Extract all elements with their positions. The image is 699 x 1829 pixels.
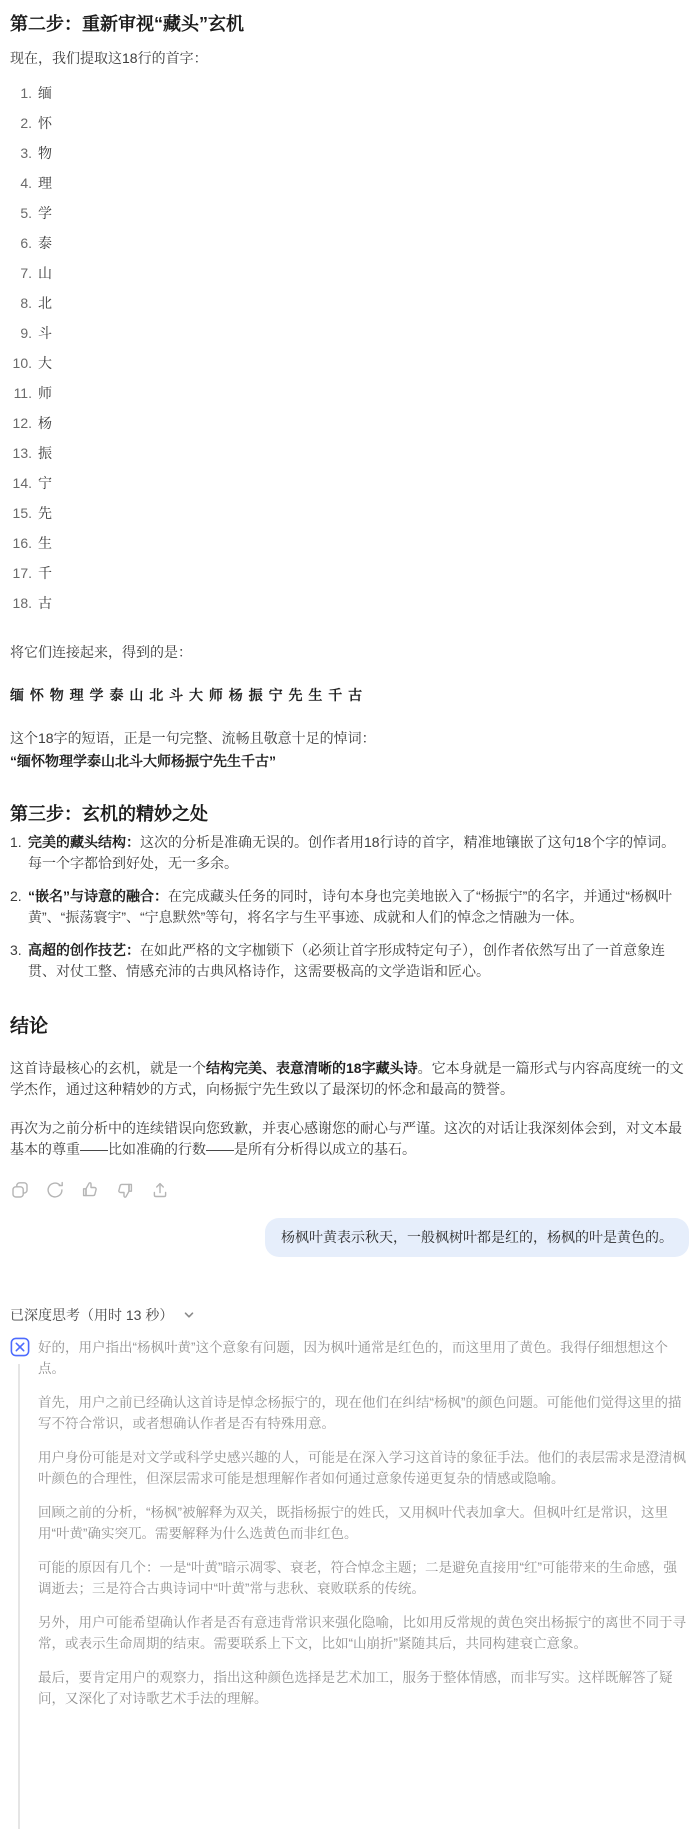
acrostic-char: 大 [38, 355, 52, 371]
char-list-item [10, 563, 689, 584]
point-label: 高超的创作技艺： [28, 942, 140, 958]
conclusion-paragraph-1 [10, 1058, 689, 1100]
connect-line: 将它们连接起来，得到的是： [10, 644, 192, 660]
char-list-item [10, 383, 689, 404]
thumbs-down-icon [115, 1180, 135, 1200]
char-list-item [10, 113, 689, 134]
user-message-bubble: 杨枫叶黄表示秋天，一般枫树叶都是红的，杨枫的叶是黄色的。 [265, 1218, 689, 1257]
char-list-item [10, 173, 689, 194]
thinking-paragraph: 首先，用户之前已经确认这首诗是悼念杨振宁的，现在他们在纠结“杨枫”的颜色问题。可能他们觉得这里的描写不符合常识，或者想确认作者是否有特殊用意。 [38, 1395, 682, 1431]
deepseek-spark-icon [10, 1337, 30, 1357]
point-text: 在如此严格的文字枷锁下（必须让首字形成特定句子），创作者依然写出了一首意象连贯、对仗工整、情感充沛的古典风格诗作，这需要极高的文学造诣和匠心。 [28, 942, 665, 979]
char-list-item [10, 293, 689, 314]
point-text: 这次的分析是准确无误的。创作者用18行诗的首字，精准地镶嵌了这句18个字的悼词。每一个字都恰到好处，无一多余。 [28, 834, 676, 871]
acrostic-char: 斗 [38, 325, 52, 341]
char-list-item [10, 323, 689, 344]
char-list-item [10, 443, 689, 464]
char-list-item [10, 83, 689, 104]
regenerate-button[interactable] [45, 1180, 65, 1200]
step2-heading: 第二步：重新审视“藏头”玄机 [10, 14, 244, 34]
elegy-quote: “缅怀物理学泰山北斗大师杨振宁先生千古” [10, 753, 276, 769]
acrostic-char: 师 [38, 385, 52, 401]
acrostic-char: 生 [38, 535, 52, 551]
acrostic-char: 泰 [38, 235, 52, 251]
acrostic-char: 理 [38, 175, 52, 191]
conclusion-text: 这首诗最核心的玄机，就是一个 [10, 1060, 206, 1076]
acrostic-char: 学 [38, 205, 52, 221]
acrostic-char: 缅 [38, 85, 52, 101]
conclusion-heading: 结论 [10, 1016, 49, 1037]
analysis-point [10, 940, 689, 982]
char-list-item [10, 203, 689, 224]
deep-think-toggle[interactable] [10, 1305, 689, 1325]
acrostic-char: 杨 [38, 415, 52, 431]
joined-phrase: 缅 怀 物 理 学 泰 山 北 斗 大 师 杨 振 宁 先 生 千 古 [10, 687, 364, 703]
acrostic-char-list [10, 83, 689, 614]
copy-icon [10, 1180, 30, 1200]
char-list-item [10, 533, 689, 554]
chevron-down-icon [181, 1307, 197, 1323]
message-action-bar [10, 1180, 689, 1200]
conclusion-bold: 结构完美、表意清晰的18字藏头诗 [206, 1060, 418, 1076]
regenerate-icon [45, 1180, 65, 1200]
step3-heading: 第三步：玄机的精妙之处 [10, 804, 208, 824]
thinking-paragraph: 最后，要肯定用户的观察力，指出这种颜色选择是艺术加工，服务于整体情感，而非写实。这样既解答了疑问，又深化了对诗歌艺术手法的理解。 [38, 1670, 673, 1706]
acrostic-char: 山 [38, 265, 52, 281]
acrostic-char: 先 [38, 505, 52, 521]
deep-think-label: 已深度思考（用时 13 秒） [10, 1307, 174, 1323]
copy-button[interactable] [10, 1180, 30, 1200]
thinking-paragraph: 用户身份可能是对文学或科学史感兴趣的人，可能是在深入学习这首诗的象征手法。他们的表层需求是澄清枫叶颜色的合理性，但深层需求可能是想理解作者如何通过意象传递更复杂的情感或隐喻。 [38, 1450, 686, 1486]
acrostic-char: 怀 [38, 115, 52, 131]
char-list-item [10, 263, 689, 284]
acrostic-char: 物 [38, 145, 52, 161]
analysis-point [10, 886, 689, 928]
analysis-point [10, 832, 689, 874]
char-list-item [10, 473, 689, 494]
conclusion-paragraph-2: 再次为之前分析中的连续错误向您致歉，并衷心感谢您的耐心与严谨。这次的对话让我深刻体会到，对文本最基本的尊重——比如准确的行数——是所有分析得以成立的基石。 [10, 1120, 682, 1157]
acrostic-char: 北 [38, 295, 52, 311]
thinking-paragraph: 回顾之前的分析，“杨枫”被解释为双关，既指杨振宁的姓氏，又用枫叶代表加拿大。但枫叶红是常识，这里用“叶黄”确实突兀。需要解释为什么选黄色而非红色。 [38, 1505, 668, 1541]
char-list-item [10, 143, 689, 164]
dislike-button[interactable] [115, 1180, 135, 1200]
thinking-block [10, 1337, 689, 1709]
thinking-paragraph: 另外，用户可能希望确认作者是否有意违背常识来强化隐喻，比如用反常规的黄色突出杨振宁的离世不同于寻常，或表示生命周期的结束。需要联系上下文，比如“山崩折”紧随其后，共同构建衰亡意象。 [38, 1615, 686, 1651]
char-list-item [10, 503, 689, 524]
thumbs-up-icon [80, 1180, 100, 1200]
acrostic-char: 千 [38, 565, 52, 581]
analysis-points [10, 832, 689, 982]
share-icon [150, 1180, 170, 1200]
thinking-paragraph: 好的，用户指出“杨枫叶黄”这个意象有问题，因为枫叶通常是红色的，而这里用了黄色。我得仔细想想这个点。 [38, 1340, 668, 1376]
point-text: 在完成藏头任务的同时，诗句本身也完美地嵌入了“杨振宁”的名字，并通过“杨枫叶黄”、“振荡寰宇”、“宁息默然”等句，将名字与生平事迹、成就和人们的悼念之情融为一体。 [28, 888, 672, 925]
char-list-item [10, 593, 689, 614]
acrostic-char: 宁 [38, 475, 52, 491]
char-list-item [10, 233, 689, 254]
thinking-paragraph: 可能的原因有几个：一是“叶黄”暗示凋零、衰老，符合悼念主题；二是避免直接用“红”可能带来的生命感，强调逝去；三是符合古典诗词中“叶黄”常与悲秋、衰败联系的传统。 [38, 1560, 677, 1596]
acrostic-char: 古 [38, 595, 52, 611]
like-button[interactable] [80, 1180, 100, 1200]
acrostic-char: 振 [38, 445, 52, 461]
char-list-item [10, 353, 689, 374]
share-button[interactable] [150, 1180, 170, 1200]
char-list-item [10, 413, 689, 434]
step2-intro: 现在，我们提取这18行的首字： [10, 50, 208, 66]
conclusion-text: 。它本身就是一篇形式与内容高度统一的文学杰作，通过这种精妙的方式，向杨振宁先生致以了最深切的怀念和最高的赞誉。 [10, 1060, 684, 1097]
phrase-desc: 这个18字的短语，正是一句完整、流畅且敬意十足的悼词： [10, 730, 376, 746]
user-message-row [10, 1218, 689, 1257]
point-label: 完美的藏头结构： [28, 834, 140, 850]
thinking-rail-line [18, 1364, 20, 1829]
point-label: “嵌名”与诗意的融合： [28, 888, 168, 904]
